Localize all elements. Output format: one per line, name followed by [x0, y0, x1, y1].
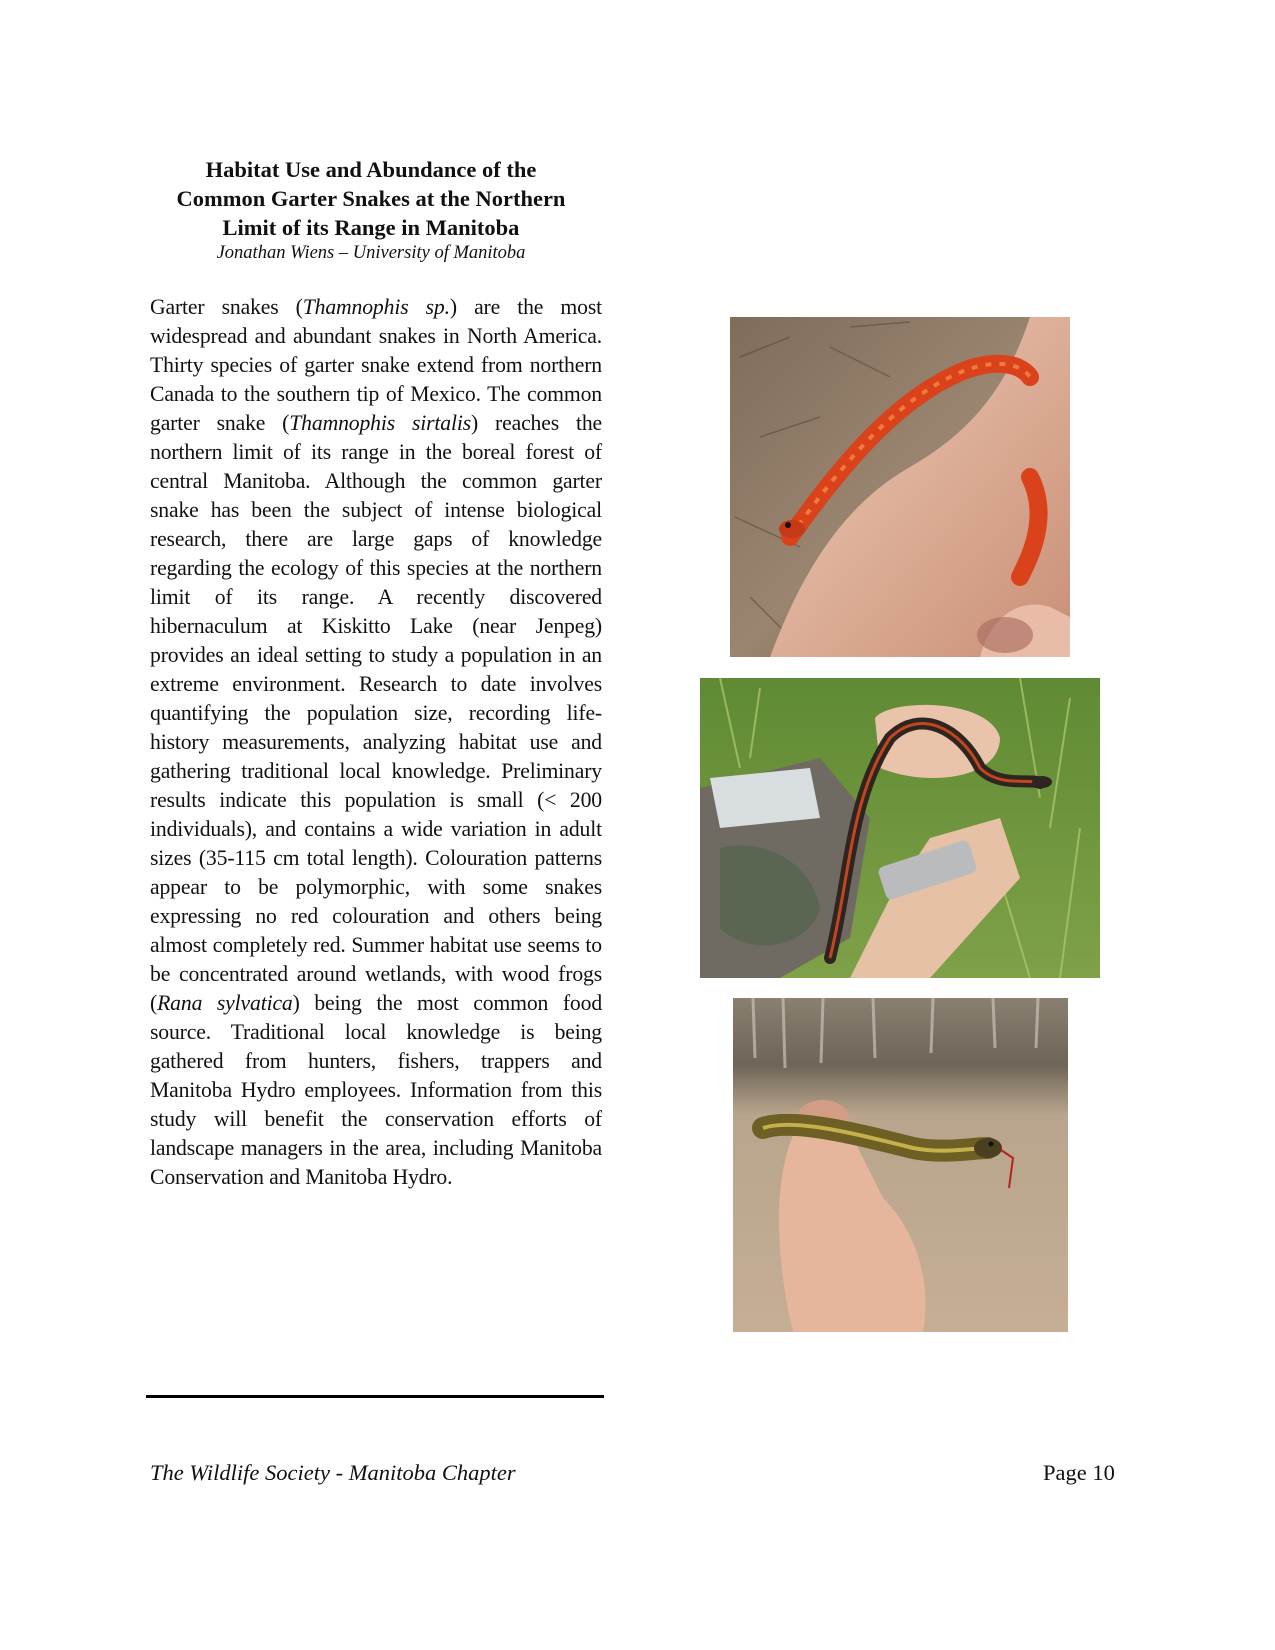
body-segment: ) are the most widespread and abundant snakes in North America. Thirty species of garter snake extend from northern Canada to the southern tip of Mexico. The common garter snake ( — [150, 295, 602, 435]
article-body — [150, 293, 602, 1192]
body-segment: ) being the most common food source. Traditional local knowledge is being gathered from hunters, fishers, trappers and Manitoba Hydro employees. Information from this study will benefit the conservation efforts of landscape managers in the area, including Manitoba Conservation and Manitoba Hydro. — [150, 991, 603, 1189]
title-line-2: Common Garter Snakes at the Northern — [176, 186, 566, 211]
photo-garter-snake-grass — [700, 678, 1100, 978]
species-name: Thamnophis sp. — [302, 295, 450, 319]
photo-yellow-garter-snake — [733, 998, 1068, 1332]
body-segment: ) reaches the northern limit of its range in the boreal forest of central Manitoba. Although the common garter snake has been the subject of intense biological research, there are large gaps of knowledge regarding the ecology of this species at the northern limit of its range. A recently discovered hibernaculum at Kiskitto Lake (near Jenpeg) provides an ideal setting to study a population in an extreme environment. Research to date involves quantifying the population size, recording life-history measurements, analyzing habitat use and gathering traditional local knowledge. Preliminary results indicate this population is small (< 200 individuals), and contains a wide variation in adult sizes (35-115 cm total length). Colouration patterns appear to be polymorphic, with some snakes expressing no red colouration and others being almost completely red. Summer habitat use seems to be concentrated around wetlands, with wood frogs ( — [150, 411, 602, 1015]
article-byline: Jonathan Wiens – University of Manitoba — [216, 243, 526, 263]
species-name: Thamnophis sirtalis — [289, 411, 472, 435]
publication-name: The Wildlife Society - Manitoba Chapter — [150, 1460, 516, 1485]
title-line-1: Habitat Use and Abundance of the — [205, 157, 537, 182]
species-name: Rana sylvatica — [157, 991, 293, 1015]
article-title — [140, 155, 602, 242]
title-line-3: Limit of its Range in Manitoba — [222, 215, 520, 240]
body-segment: Garter snakes ( — [150, 295, 303, 319]
footer-rule — [146, 1395, 604, 1398]
article-header — [140, 155, 602, 264]
photo-red-garter-snake — [730, 317, 1070, 657]
page-number: Page 10 — [1043, 1460, 1115, 1485]
